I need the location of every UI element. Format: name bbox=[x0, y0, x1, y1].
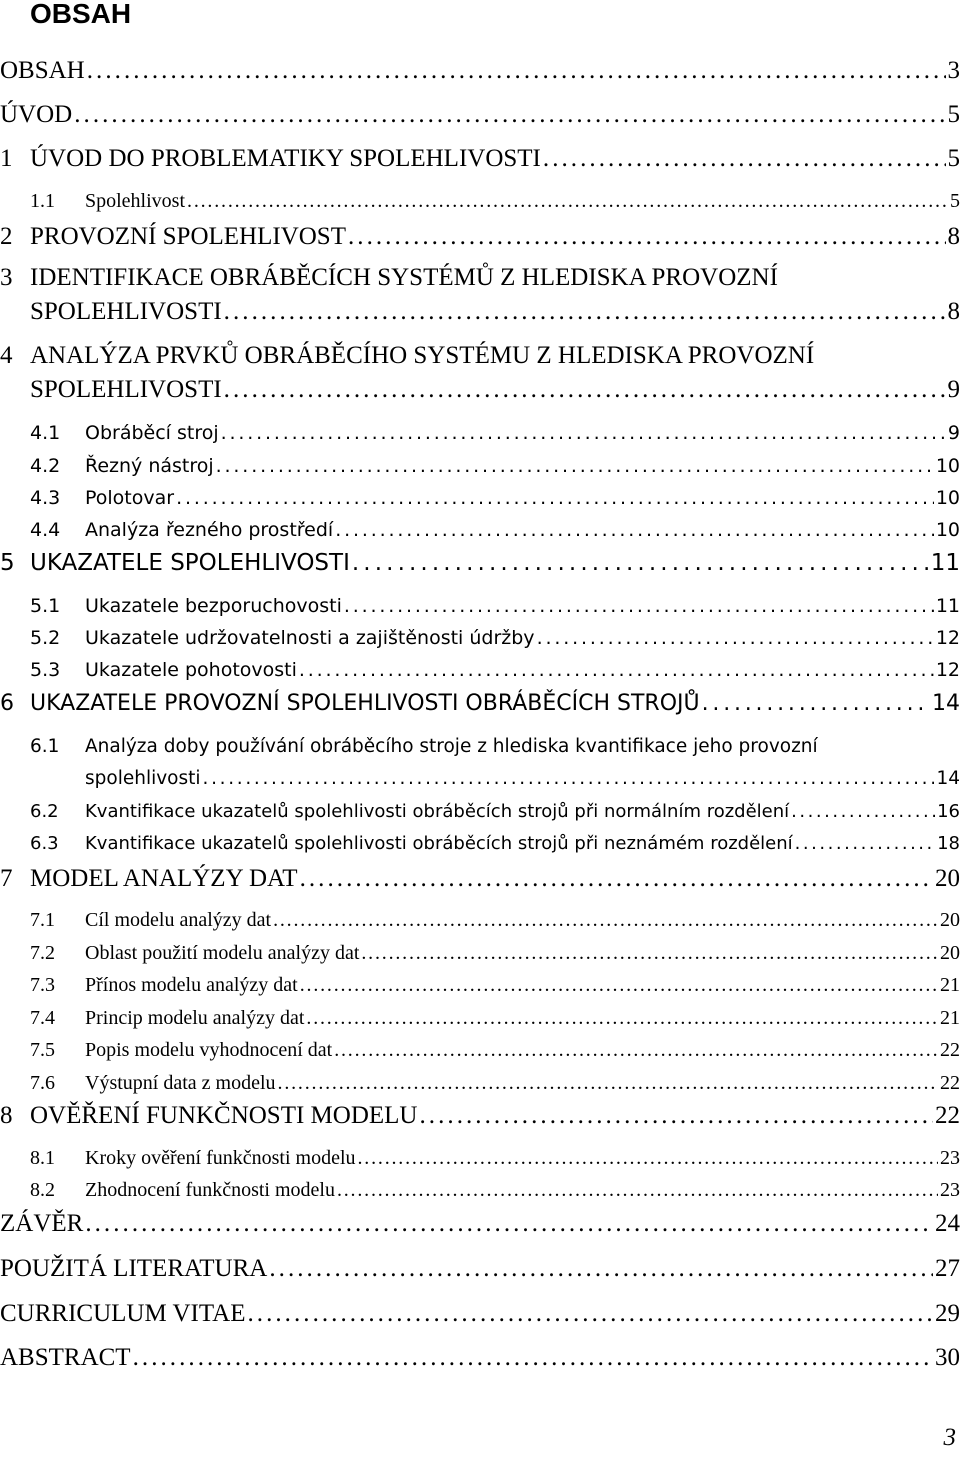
toc-entry-title: ÚVOD DO PROBLEMATIKY SPOLEHLIVOSTI bbox=[30, 145, 541, 172]
toc-entry-chapter-7[interactable] bbox=[0, 865, 960, 893]
toc-entry-page: 22 bbox=[940, 1072, 960, 1094]
toc-entry-title: Ukazatele pohotovosti bbox=[85, 659, 297, 681]
toc-entry-section-7-4[interactable] bbox=[30, 1007, 960, 1030]
toc-entry-page: 10 bbox=[935, 455, 960, 477]
toc-leader-dots bbox=[133, 1344, 933, 1372]
toc-entry-number: 8.2 bbox=[30, 1179, 55, 1201]
toc-entry-section-5-3[interactable] bbox=[30, 659, 960, 681]
toc-leader-dots bbox=[537, 627, 934, 649]
toc-entry-page: 12 bbox=[935, 627, 960, 649]
toc-entry-section-1-1[interactable] bbox=[30, 190, 960, 213]
toc-entry-title: Spolehlivost bbox=[85, 190, 186, 212]
toc-entry-page: 3 bbox=[947, 57, 960, 84]
toc-entry-page: 20 bbox=[940, 942, 960, 964]
toc-entry-number: 4.3 bbox=[30, 487, 61, 509]
toc-leader-dots bbox=[334, 1039, 938, 1062]
toc-entry-title: Ukazatele udržovatelnosti a zajištěnosti údržby bbox=[85, 627, 535, 649]
toc-entry-chapter-2[interactable] bbox=[0, 223, 960, 251]
toc-leader-dots bbox=[269, 1255, 933, 1283]
toc-entry-title: Princip modelu analýzy dat bbox=[85, 1007, 305, 1029]
toc-entry-chapter-3-continued[interactable] bbox=[30, 298, 960, 326]
toc-entry-section-8-2[interactable] bbox=[30, 1179, 960, 1202]
toc-entry-section-7-1[interactable] bbox=[30, 909, 960, 932]
toc-entry-number: 7.2 bbox=[30, 942, 55, 964]
toc-entry-title: Popis modelu vyhodnocení dat bbox=[85, 1039, 333, 1061]
toc-leader-dots bbox=[337, 1179, 938, 1202]
toc-entry-title: Cíl modelu analýzy dat bbox=[85, 909, 272, 931]
toc-leader-dots bbox=[87, 57, 946, 85]
toc-entry-number: 7 bbox=[0, 865, 13, 892]
toc-entry-section-6-1[interactable] bbox=[30, 736, 960, 757]
toc-entry-page: 9 bbox=[947, 422, 960, 444]
toc-leader-dots bbox=[358, 1147, 939, 1170]
toc-entry-page: 21 bbox=[940, 974, 960, 996]
toc-leader-dots bbox=[795, 833, 935, 854]
toc-leader-dots bbox=[420, 1102, 934, 1130]
toc-entry-title: OBSAH bbox=[0, 57, 85, 84]
toc-leader-dots bbox=[300, 865, 933, 893]
toc-entry-section-6-1-continued[interactable] bbox=[85, 768, 960, 789]
toc-entry-title: Obráběcí stroj bbox=[85, 422, 219, 444]
toc-entry-number: 3 bbox=[0, 264, 13, 291]
toc-entry-title: ÚVOD bbox=[0, 101, 73, 128]
toc-entry-title: ABSTRACT bbox=[0, 1344, 131, 1371]
toc-entry-title: Oblast použití modelu analýzy dat bbox=[85, 942, 360, 964]
toc-entry-title: POUŽITÁ LITERATURA bbox=[0, 1255, 268, 1282]
toc-leader-dots bbox=[203, 768, 935, 789]
toc-entry-title-continued: spolehlivosti bbox=[85, 768, 201, 789]
toc-entry-number: 4.4 bbox=[30, 519, 61, 541]
toc-entry-number: 7.4 bbox=[30, 1007, 55, 1029]
toc-entry-number: 4.1 bbox=[30, 422, 61, 444]
toc-entry-number: 4.2 bbox=[30, 455, 61, 477]
toc-entry-section-4-1[interactable] bbox=[30, 422, 960, 444]
toc-entry-title: Analýza řezného prostředí bbox=[85, 519, 334, 541]
toc-entry-page: 16 bbox=[937, 801, 960, 822]
toc-leader-dots bbox=[352, 550, 929, 576]
toc-entry-number: 1.1 bbox=[30, 190, 55, 212]
toc-entry-page: 5 bbox=[947, 145, 960, 172]
toc-entry-page: 8 bbox=[947, 298, 960, 325]
toc-leader-dots bbox=[224, 298, 946, 326]
toc-leader-dots bbox=[306, 1007, 938, 1030]
toc-entry-number: 1 bbox=[0, 145, 13, 172]
toc-entry-abstract[interactable] bbox=[0, 1344, 960, 1372]
toc-entry-page: 23 bbox=[940, 1179, 960, 1201]
toc-entry-obsah[interactable] bbox=[0, 57, 960, 85]
toc-entry-number: 8.1 bbox=[30, 1147, 55, 1169]
toc-leader-dots bbox=[791, 801, 935, 822]
toc-entry-curriculum-vitae[interactable] bbox=[0, 1300, 960, 1328]
toc-leader-dots bbox=[273, 909, 938, 932]
toc-entry-literatura[interactable] bbox=[0, 1255, 960, 1283]
toc-entry-number: 7.6 bbox=[30, 1072, 55, 1094]
toc-entry-title: Polotovar bbox=[85, 487, 175, 509]
toc-entry-number: 5.1 bbox=[30, 595, 61, 617]
toc-entry-chapter-4[interactable] bbox=[0, 342, 960, 370]
toc-leader-dots bbox=[247, 1300, 933, 1328]
toc-leader-dots bbox=[543, 145, 946, 173]
toc-entry-number: 2 bbox=[0, 223, 13, 250]
toc-entry-section-7-2[interactable] bbox=[30, 942, 960, 965]
toc-entry-page: 23 bbox=[940, 1147, 960, 1169]
toc-entry-chapter-3[interactable] bbox=[0, 264, 960, 292]
toc-entry-title: Kroky ověření funkčnosti modelu bbox=[85, 1147, 356, 1169]
toc-entry-chapter-8[interactable] bbox=[0, 1102, 960, 1130]
toc-entry-page: 30 bbox=[935, 1344, 960, 1371]
toc-entry-page: 18 bbox=[937, 833, 960, 854]
toc-leader-dots bbox=[74, 101, 945, 129]
toc-entry-number: 6.3 bbox=[30, 833, 59, 854]
toc-entry-title: UKAZATELE SPOLEHLIVOSTI bbox=[30, 550, 350, 576]
toc-entry-number: 5 bbox=[0, 550, 15, 576]
toc-entry-section-5-1[interactable] bbox=[30, 595, 960, 617]
toc-entry-title: Analýza doby používání obráběcího stroje z hlediska kvantifikace jeho provozní bbox=[85, 736, 818, 757]
toc-leader-dots bbox=[216, 455, 934, 477]
toc-entry-title: CURRICULUM VITAE bbox=[0, 1300, 246, 1327]
toc-leader-dots bbox=[221, 422, 946, 444]
toc-entry-title-continued: SPOLEHLIVOSTI bbox=[30, 298, 222, 325]
toc-entry-title: UKAZATELE PROVOZNÍ SPOLEHLIVOSTI OBRÁBĚCÍCH STROJŮ bbox=[30, 691, 700, 716]
toc-leader-dots bbox=[361, 942, 938, 965]
toc-entry-section-7-3[interactable] bbox=[30, 974, 960, 997]
toc-entry-page: 11 bbox=[935, 595, 960, 617]
toc-leader-dots bbox=[85, 1210, 933, 1238]
toc-entry-title: IDENTIFIKACE OBRÁBĚCÍCH SYSTÉMŮ Z HLEDISKA PROVOZNÍ bbox=[30, 264, 778, 291]
toc-entry-page: 20 bbox=[935, 865, 960, 892]
toc-entry-title: MODEL ANALÝZY DAT bbox=[30, 865, 298, 892]
toc-entry-number: 6 bbox=[0, 691, 14, 716]
toc-entry-page: 10 bbox=[935, 487, 960, 509]
toc-entry-page: 22 bbox=[940, 1039, 960, 1061]
toc-entry-number: 8 bbox=[0, 1102, 13, 1129]
toc-entry-number: 7.3 bbox=[30, 974, 55, 996]
toc-entry-section-5-2[interactable] bbox=[30, 627, 960, 649]
toc-entry-chapter-6[interactable] bbox=[0, 691, 960, 716]
toc-entry-title: ANALÝZA PRVKŮ OBRÁBĚCÍHO SYSTÉMU Z HLEDISKA PROVOZNÍ bbox=[30, 342, 815, 369]
toc-entry-page: 21 bbox=[940, 1007, 960, 1029]
toc-leader-dots bbox=[176, 487, 934, 509]
toc-leader-dots bbox=[335, 519, 934, 541]
toc-entry-section-6-3[interactable] bbox=[30, 833, 960, 854]
toc-leader-dots bbox=[344, 595, 934, 617]
toc-entry-title: Řezný nástroj bbox=[85, 455, 214, 477]
toc-entry-number: 7.1 bbox=[30, 909, 55, 931]
toc-entry-number: 6.2 bbox=[30, 801, 59, 822]
toc-leader-dots bbox=[278, 1072, 938, 1095]
toc-entry-section-4-2[interactable] bbox=[30, 455, 960, 477]
toc-entry-title: OVĚŘENÍ FUNKČNOSTI MODELU bbox=[30, 1102, 418, 1129]
toc-leader-dots bbox=[187, 190, 948, 213]
toc-leader-dots bbox=[299, 659, 934, 681]
toc-entry-page: 20 bbox=[940, 909, 960, 931]
toc-leader-dots bbox=[348, 223, 946, 251]
toc-entry-page: 14 bbox=[936, 768, 960, 789]
toc-entry-title: Výstupní data z modelu bbox=[85, 1072, 276, 1094]
toc-entry-chapter-4-continued[interactable] bbox=[30, 376, 960, 404]
toc-entry-chapter-5[interactable] bbox=[0, 550, 960, 576]
toc-entry-chapter-1[interactable] bbox=[0, 145, 960, 173]
toc-entry-title: Zhodnocení funkčnosti modelu bbox=[85, 1179, 335, 1201]
toc-leader-dots bbox=[300, 974, 938, 997]
toc-entry-page: 22 bbox=[935, 1102, 960, 1129]
toc-entry-page: 27 bbox=[935, 1255, 960, 1282]
toc-entry-title: Kvantifikace ukazatelů spolehlivosti obráběcích strojů při normálním rozdělení bbox=[85, 801, 790, 822]
toc-entry-section-8-1[interactable] bbox=[30, 1147, 960, 1170]
toc-entry-number: 5.3 bbox=[30, 659, 61, 681]
toc-entry-title: Přínos modelu analýzy dat bbox=[85, 974, 298, 996]
toc-leader-dots bbox=[702, 691, 930, 716]
toc-entry-number: 7.5 bbox=[30, 1039, 55, 1061]
toc-entry-page: 10 bbox=[935, 519, 960, 541]
toc-entry-page: 24 bbox=[935, 1210, 960, 1237]
toc-entry-title: ZÁVĚR bbox=[0, 1210, 84, 1237]
toc-entry-title: PROVOZNÍ SPOLEHLIVOST bbox=[30, 223, 346, 250]
toc-entry-page: 5 bbox=[950, 190, 960, 212]
toc-entry-section-7-6[interactable] bbox=[30, 1072, 960, 1095]
toc-entry-title-continued: SPOLEHLIVOSTI bbox=[30, 376, 222, 403]
toc-entry-section-7-5[interactable] bbox=[30, 1039, 960, 1062]
toc-entry-zaver[interactable] bbox=[0, 1210, 960, 1238]
toc-entry-section-4-4[interactable] bbox=[30, 519, 960, 541]
toc-entry-page: 29 bbox=[935, 1300, 960, 1327]
page-number: 3 bbox=[943, 1424, 956, 1451]
toc-entry-page: 14 bbox=[932, 691, 960, 716]
toc-leader-dots bbox=[224, 376, 946, 404]
toc-entry-title: Ukazatele bezporuchovosti bbox=[85, 595, 342, 617]
toc-entry-page: 8 bbox=[947, 223, 960, 250]
toc-entry-uvod[interactable] bbox=[0, 101, 960, 129]
toc-entry-section-6-2[interactable] bbox=[30, 801, 960, 822]
toc-entry-number: 4 bbox=[0, 342, 13, 369]
toc-entry-page: 5 bbox=[947, 101, 960, 128]
toc-entry-section-4-3[interactable] bbox=[30, 487, 960, 509]
page-heading: OBSAH bbox=[30, 0, 132, 29]
toc-entry-page: 11 bbox=[930, 550, 960, 576]
toc-entry-number: 6.1 bbox=[30, 736, 60, 757]
toc-entry-title: Kvantifikace ukazatelů spolehlivosti obráběcích strojů při neznámém rozdělení bbox=[85, 833, 793, 854]
toc-entry-number: 5.2 bbox=[30, 627, 61, 649]
toc-entry-page: 12 bbox=[935, 659, 960, 681]
toc-entry-page: 9 bbox=[947, 376, 960, 403]
